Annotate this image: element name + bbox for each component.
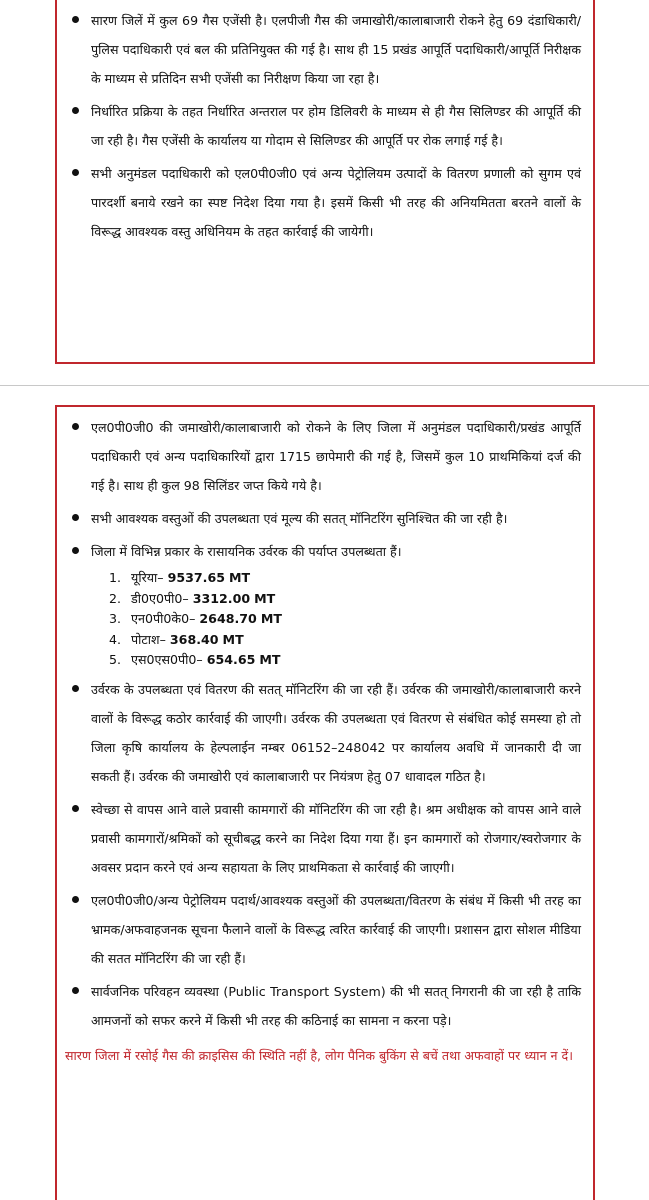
bullet-text: उर्वरक के उपलब्धता एवं वितरण की सतत् मॉनिटरिंग की जा रही हैं। उर्वरक की जमाखोरी/कालाबाजारी करने वालों के विरूद्ध कठोर कार्रवाई की जाएगी। उर्वरक की उपलब्धता एवं वितरण से संबंधित कोई समस्या हो तो जिला कृषि कार्यालय के हेल्पलाईन नम्बर 06152–248042 पर कार्यालय अवधि में जानकारी दी जा सकती हैं। उर्वरक की जमाखोरी एवं कालाबाजारी पर नियंत्रण हेतु 07 धावादल गठित है। [91, 681, 581, 784]
bullet-text: सभी आवश्यक वस्तुओं की उपलब्धता एवं मूल्य की सतत् मॉनिटरिंग सुनिश्चित की जा रही है। [91, 511, 508, 526]
item-number: 1. [109, 570, 122, 585]
bullet-dot-icon [72, 547, 79, 554]
item-number: 5. [109, 652, 122, 667]
bullet-dot-icon [72, 423, 79, 430]
fertilizer-value: 9537.65 [167, 570, 225, 585]
bullet-item [61, 537, 581, 566]
bullet-dot-icon [72, 896, 79, 903]
bullet-text: सारण जिलें में कुल 69 गैस एजेंसी है। एलपीजी गैस की जमाखोरी/कालाबाजारी रोकने हेतु 69 दंडाधिकारी/पुलिस पदाधिकारी एवं बल की प्रतिनियुक्त की गई है। साथ ही 15 प्रखंड आपूर्ति पदाधिकारी/आपूर्ति निरीक्षक के माध्यम से प्रतिदिन सभी एजेंसी का निरीक्षण किया जा रहा है। [91, 13, 581, 86]
fertilizer-unit: MT [259, 652, 281, 667]
top-bullet-list [61, 6, 581, 246]
item-number: 3. [109, 611, 122, 626]
bullet-item [61, 413, 581, 500]
fertilizer-item [109, 589, 581, 610]
fertilizer-unit: MT [222, 631, 244, 647]
fertilizer-name: यूरिया– [131, 570, 164, 585]
bullet-text: एल0पी0जी0 की जमाखोरी/कालाबाजारी को रोकने के लिए जिला में अनुमंडल पदाधिकारी/प्रखंड आपूर्ति पदाधिकारी एवं अन्य पदाधिकारियों द्वारा 1715 छापेमारी की गई है, जिसमें कुल 10 प्राथमिकियां दर्ज की गई है। साथ ही कुल 98 सिलिंडर जप्त किये गये है। [91, 420, 581, 493]
bullet-dot-icon [72, 987, 79, 994]
bottom-bullet-list-continued [61, 675, 581, 1035]
bullet-dot-icon [72, 514, 79, 521]
fertilizer-value: 3312.00 [192, 590, 251, 606]
bullet-text: एल0पी0जी0/अन्य पेट्रोलियम पदार्थ/आवश्यक वस्तुओं की उपलब्धता/वितरण के संबंध में किसी भी तरह का भ्रामक/अफवाहजनक सूचना फैलाने वालों के विरूद्ध त्वरित कार्रवाई की जाएगी। प्रशासन द्वारा सोशल मीडिया की सतत मॉनिटरिंग की जा रही हैं। [91, 892, 581, 966]
fertilizer-list [61, 568, 581, 671]
bullet-item [61, 6, 581, 93]
fertilizer-name: पोटाश– [131, 631, 166, 647]
bullet-dot-icon [72, 685, 79, 692]
bottom-panel [55, 405, 595, 1200]
bullet-text: जिला में विभिन्न प्रकार के रासायनिक उर्वरक की पर्याप्त उपलब्धता हैं। [91, 544, 402, 559]
red-notice-text: सारण जिला में रसोई गैस की क्राइसिस की स्थिति नहीं है, लोग पैनिक बुकिंग से बचें तथा अफवाहों पर ध्यान न दें। [65, 1047, 574, 1063]
fertilizer-item [109, 630, 581, 651]
bullet-item [61, 977, 581, 1035]
page-divider [0, 385, 649, 386]
fertilizer-name: एन0पी0के0– [131, 611, 196, 626]
bullet-item [61, 97, 581, 155]
item-number: 4. [109, 631, 122, 647]
fertilizer-value: 368.40 [169, 631, 219, 647]
bottom-bullet-list [61, 413, 581, 566]
bullet-text: सार्वजनिक परिवहन व्यवस्था (Public Transport System) की भी सतत् निगरानी की जा रही है ताकि आमजनों को सफर करने में किसी भी तरह की कठिनाई का सामना न करना पड़े। [91, 983, 581, 1028]
fertilizer-unit: MT [254, 590, 276, 606]
item-number: 2. [109, 590, 122, 606]
bullet-text: निर्धारित प्रक्रिया के तहत निर्धारित अन्तराल पर होम डिलिवरी के माध्यम से ही गैस सिलिण्डर की आपूर्ति की जा रही है। गैस एजेंसी के कार्यालय या गोदाम से सिलिण्डर की आपूर्ति पर रोक लगाई गई है। [91, 104, 581, 148]
fertilizer-value: 2648.70 [199, 611, 257, 626]
fertilizer-unit: MT [260, 611, 282, 626]
fertilizer-item [109, 650, 581, 671]
bullet-item [61, 504, 581, 533]
fertilizer-name: डी0ए0पी0– [131, 590, 189, 606]
bullet-text: स्वेच्छा से वापस आने वाले प्रवासी कामगारों की मॉनिटरिंग की जा रही है। श्रम अधीक्षक को वापस आने वाले प्रवासी कामगारों/श्रमिकों को सूचीबद्ध करने का निदेश दिया गया हैं। इन कामगारों को रोजगार/स्वरोजगार के अवसर प्रदान करने एवं अन्य सहायता के लिए प्राथमिकता से कार्रवाई की जाएगी। [91, 801, 581, 875]
bullet-dot-icon [72, 16, 79, 23]
fertilizer-item [109, 568, 581, 589]
bullet-item [61, 159, 581, 246]
bullet-item [61, 675, 581, 791]
bullet-text: सभी अनुमंडल पदाधिकारी को एल0पी0जी0 एवं अन्य पेट्रोलियम उत्पादों के वितरण प्रणाली को सुगम एवं पारदर्शी बनाये रखने का स्पष्ट निदेश दिया गया है। इसमें किसी भी तरह की अनियमितता बरतने वालों के विरूद्ध आवश्यक वस्तु अधिनियम के तहत कार्रवाई की जायेगी। [91, 166, 581, 239]
top-panel [55, 0, 595, 364]
bullet-dot-icon [72, 169, 79, 176]
fertilizer-name: एस0एस0पी0– [131, 652, 203, 667]
fertilizer-item [109, 609, 581, 630]
bullet-dot-icon [72, 805, 79, 812]
fertilizer-unit: MT [229, 570, 251, 585]
bullet-dot-icon [72, 107, 79, 114]
bullet-item [61, 795, 581, 882]
fertilizer-value: 654.65 [206, 652, 256, 667]
bullet-item [61, 886, 581, 973]
